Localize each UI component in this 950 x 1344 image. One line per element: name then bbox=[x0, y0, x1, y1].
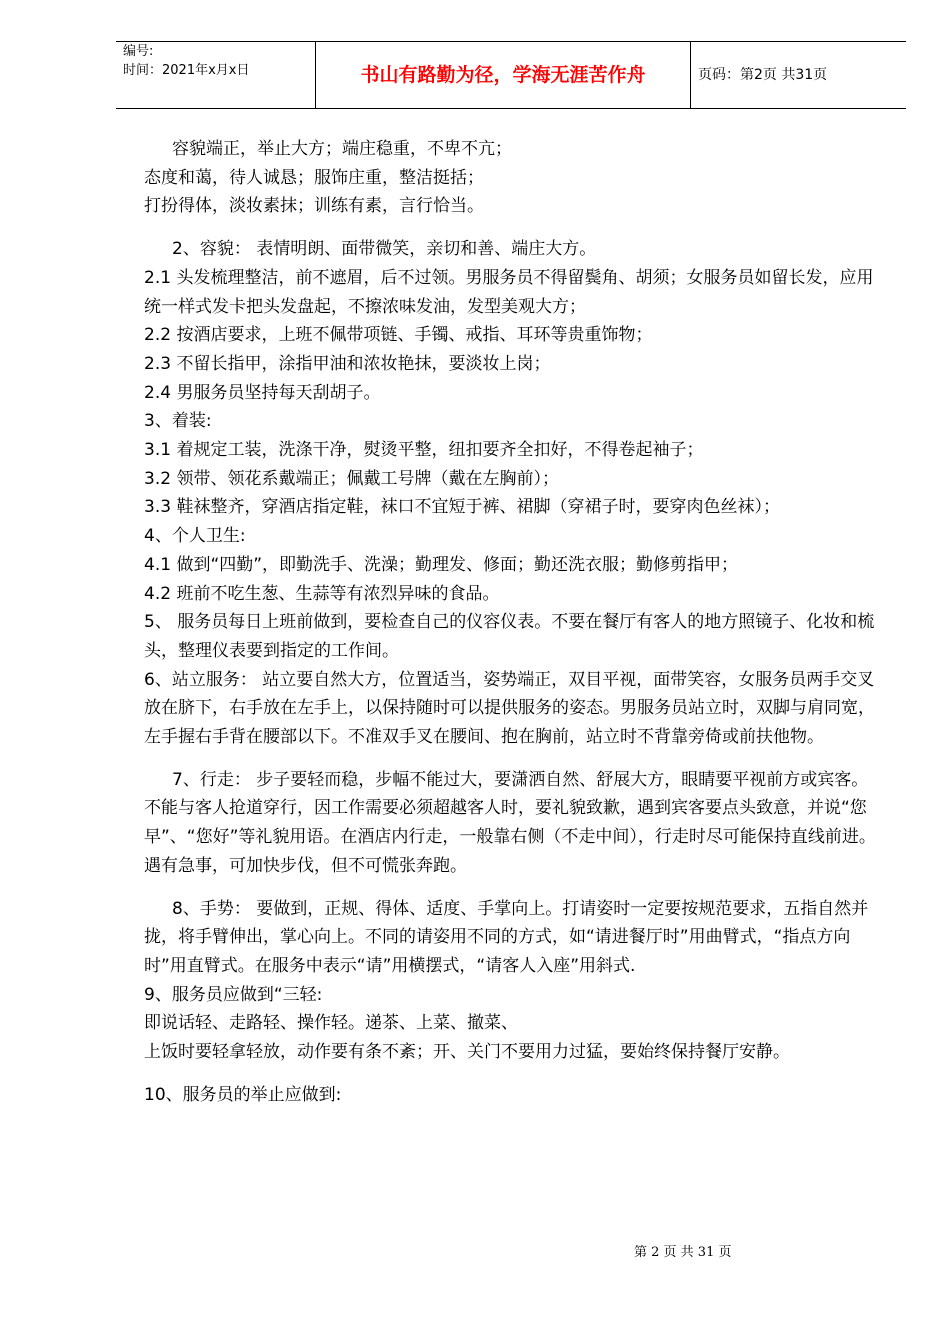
section-6-paragraph: 6、站立服务： 站立要自然大方，位置适当，姿势端正，双目平视，面带笑容，女服务员两手交叉放在脐下，右手放在左手上，以保持随时可以提供服务的姿态。男服务员站立时，双脚与肩同宽，左手握右手背在腰部以下。不准双手叉在腰间、抱在胸前，站立时不背靠旁倚或前扶他物。 bbox=[144, 669, 875, 748]
document-number-label: 编号: bbox=[123, 44, 154, 59]
page-footer: 第 2 页 共 31 页 bbox=[634, 1245, 732, 1260]
item-2-1: 2.1 头发梳理整洁，前不遮眉，后不过领。男服务员不得留鬓角、胡须；女服务员如留长发，应用统一样式发卡把头发盘起，不擦浓味发油，发型美观大方； bbox=[144, 267, 874, 317]
section-9-line-1: 即说话轻、走路轻、操作轻。递茶、上菜、撤菜、 bbox=[144, 1013, 518, 1034]
document-body bbox=[144, 135, 884, 1110]
section-attire-heading: 3、着装: bbox=[144, 411, 212, 432]
item-2-4: 2.4 男服务员坚持每天刮胡子。 bbox=[144, 382, 381, 403]
section-10-heading: 10、服务员的举止应做到: bbox=[144, 1084, 342, 1105]
section-7-paragraph: 7、行走： 步子要轻而稳，步幅不能过大，要潇洒自然、舒展大方，眼睛要平视前方或宾客。不能与客人抢道穿行，因工作需要必须超越客人时，要礼貌致歉，遇到宾客要点头致意，并说“您早”、“您好”等礼貌用语。在酒店内行走，一般靠右侧（不走中间），行走时尽可能保持直线前进。遇有急事，可加快步伐，但不可慌张奔跑。 bbox=[144, 769, 876, 876]
item-2-2: 2.2 按酒店要求，上班不佩带项链、手镯、戒指、耳环等贵重饰物； bbox=[144, 325, 653, 346]
section-9-heading: 9、服务员应做到“三轻: bbox=[144, 984, 323, 1005]
section-appearance-heading: 2、容貌： 表情明朗、面带微笑，亲切和善、端庄大方。 bbox=[172, 239, 597, 260]
header-meta-cell bbox=[116, 42, 315, 108]
page-header bbox=[116, 41, 906, 109]
item-2-3: 2.3 不留长指甲，涂指甲油和浓妆艳抹，要淡妆上岗； bbox=[144, 353, 551, 374]
section-hygiene-heading: 4、个人卫生: bbox=[144, 526, 246, 547]
header-page-info: 页码：第2页 共31页 bbox=[698, 67, 828, 83]
header-motto: 书山有路勤为径，学海无涯苦作舟 bbox=[360, 64, 646, 86]
section-5-paragraph: 5、 服务员每日上班前做到，要检查自己的仪容仪表。不要在餐厅有客人的地方照镜子、化妆和梳头，整理仪表要到指定的工作间。 bbox=[144, 612, 875, 661]
document-time-label: 时间：2021年x月x日 bbox=[123, 63, 250, 78]
header-motto-cell bbox=[315, 42, 691, 108]
header-page-cell bbox=[690, 42, 906, 108]
item-3-3: 3.3 鞋袜整齐，穿酒店指定鞋，袜口不宜短于裤、裙脚（穿裙子时，要穿肉色丝袜）； bbox=[144, 497, 780, 518]
section-8-paragraph: 8、手势： 要做到，正规、得体、适度、手掌向上。打请姿时一定要按规范要求，五指自然并拢，将手臂伸出，掌心向上。不同的请姿用不同的方式，如“请进餐厅时”用曲臂式，“指点方向时”用直臂式。在服务中表示“请”用横摆式，“请客人入座”用斜式. bbox=[144, 898, 869, 976]
section-9-line-2: 上饭时要轻拿轻放，动作要有条不紊；开、关门不要用力过猛，要始终保持餐厅安静。 bbox=[144, 1042, 790, 1063]
paragraph-demeanor-3: 打扮得体，淡妆素抹；训练有素，言行恰当。 bbox=[144, 196, 484, 217]
item-3-1: 3.1 着规定工装，洗涤干净，熨烫平整，纽扣要齐全扣好，不得卷起袖子； bbox=[144, 440, 704, 461]
item-3-2: 3.2 领带、领花系戴端正；佩戴工号牌（戴在左胸前）； bbox=[144, 468, 559, 489]
paragraph-demeanor-1: 容貌端正，举止大方；端庄稳重，不卑不亢； bbox=[172, 139, 512, 159]
item-4-2: 4.2 班前不吃生葱、生蒜等有浓烈异味的食品。 bbox=[144, 583, 500, 604]
paragraph-demeanor-2: 态度和蔼，待人诚恳；服饰庄重，整洁挺括； bbox=[144, 167, 484, 188]
item-4-1: 4.1 做到“四勤”，即勤洗手、洗澡；勤理发、修面；勤还洗衣服；勤修剪指甲； bbox=[144, 554, 739, 575]
